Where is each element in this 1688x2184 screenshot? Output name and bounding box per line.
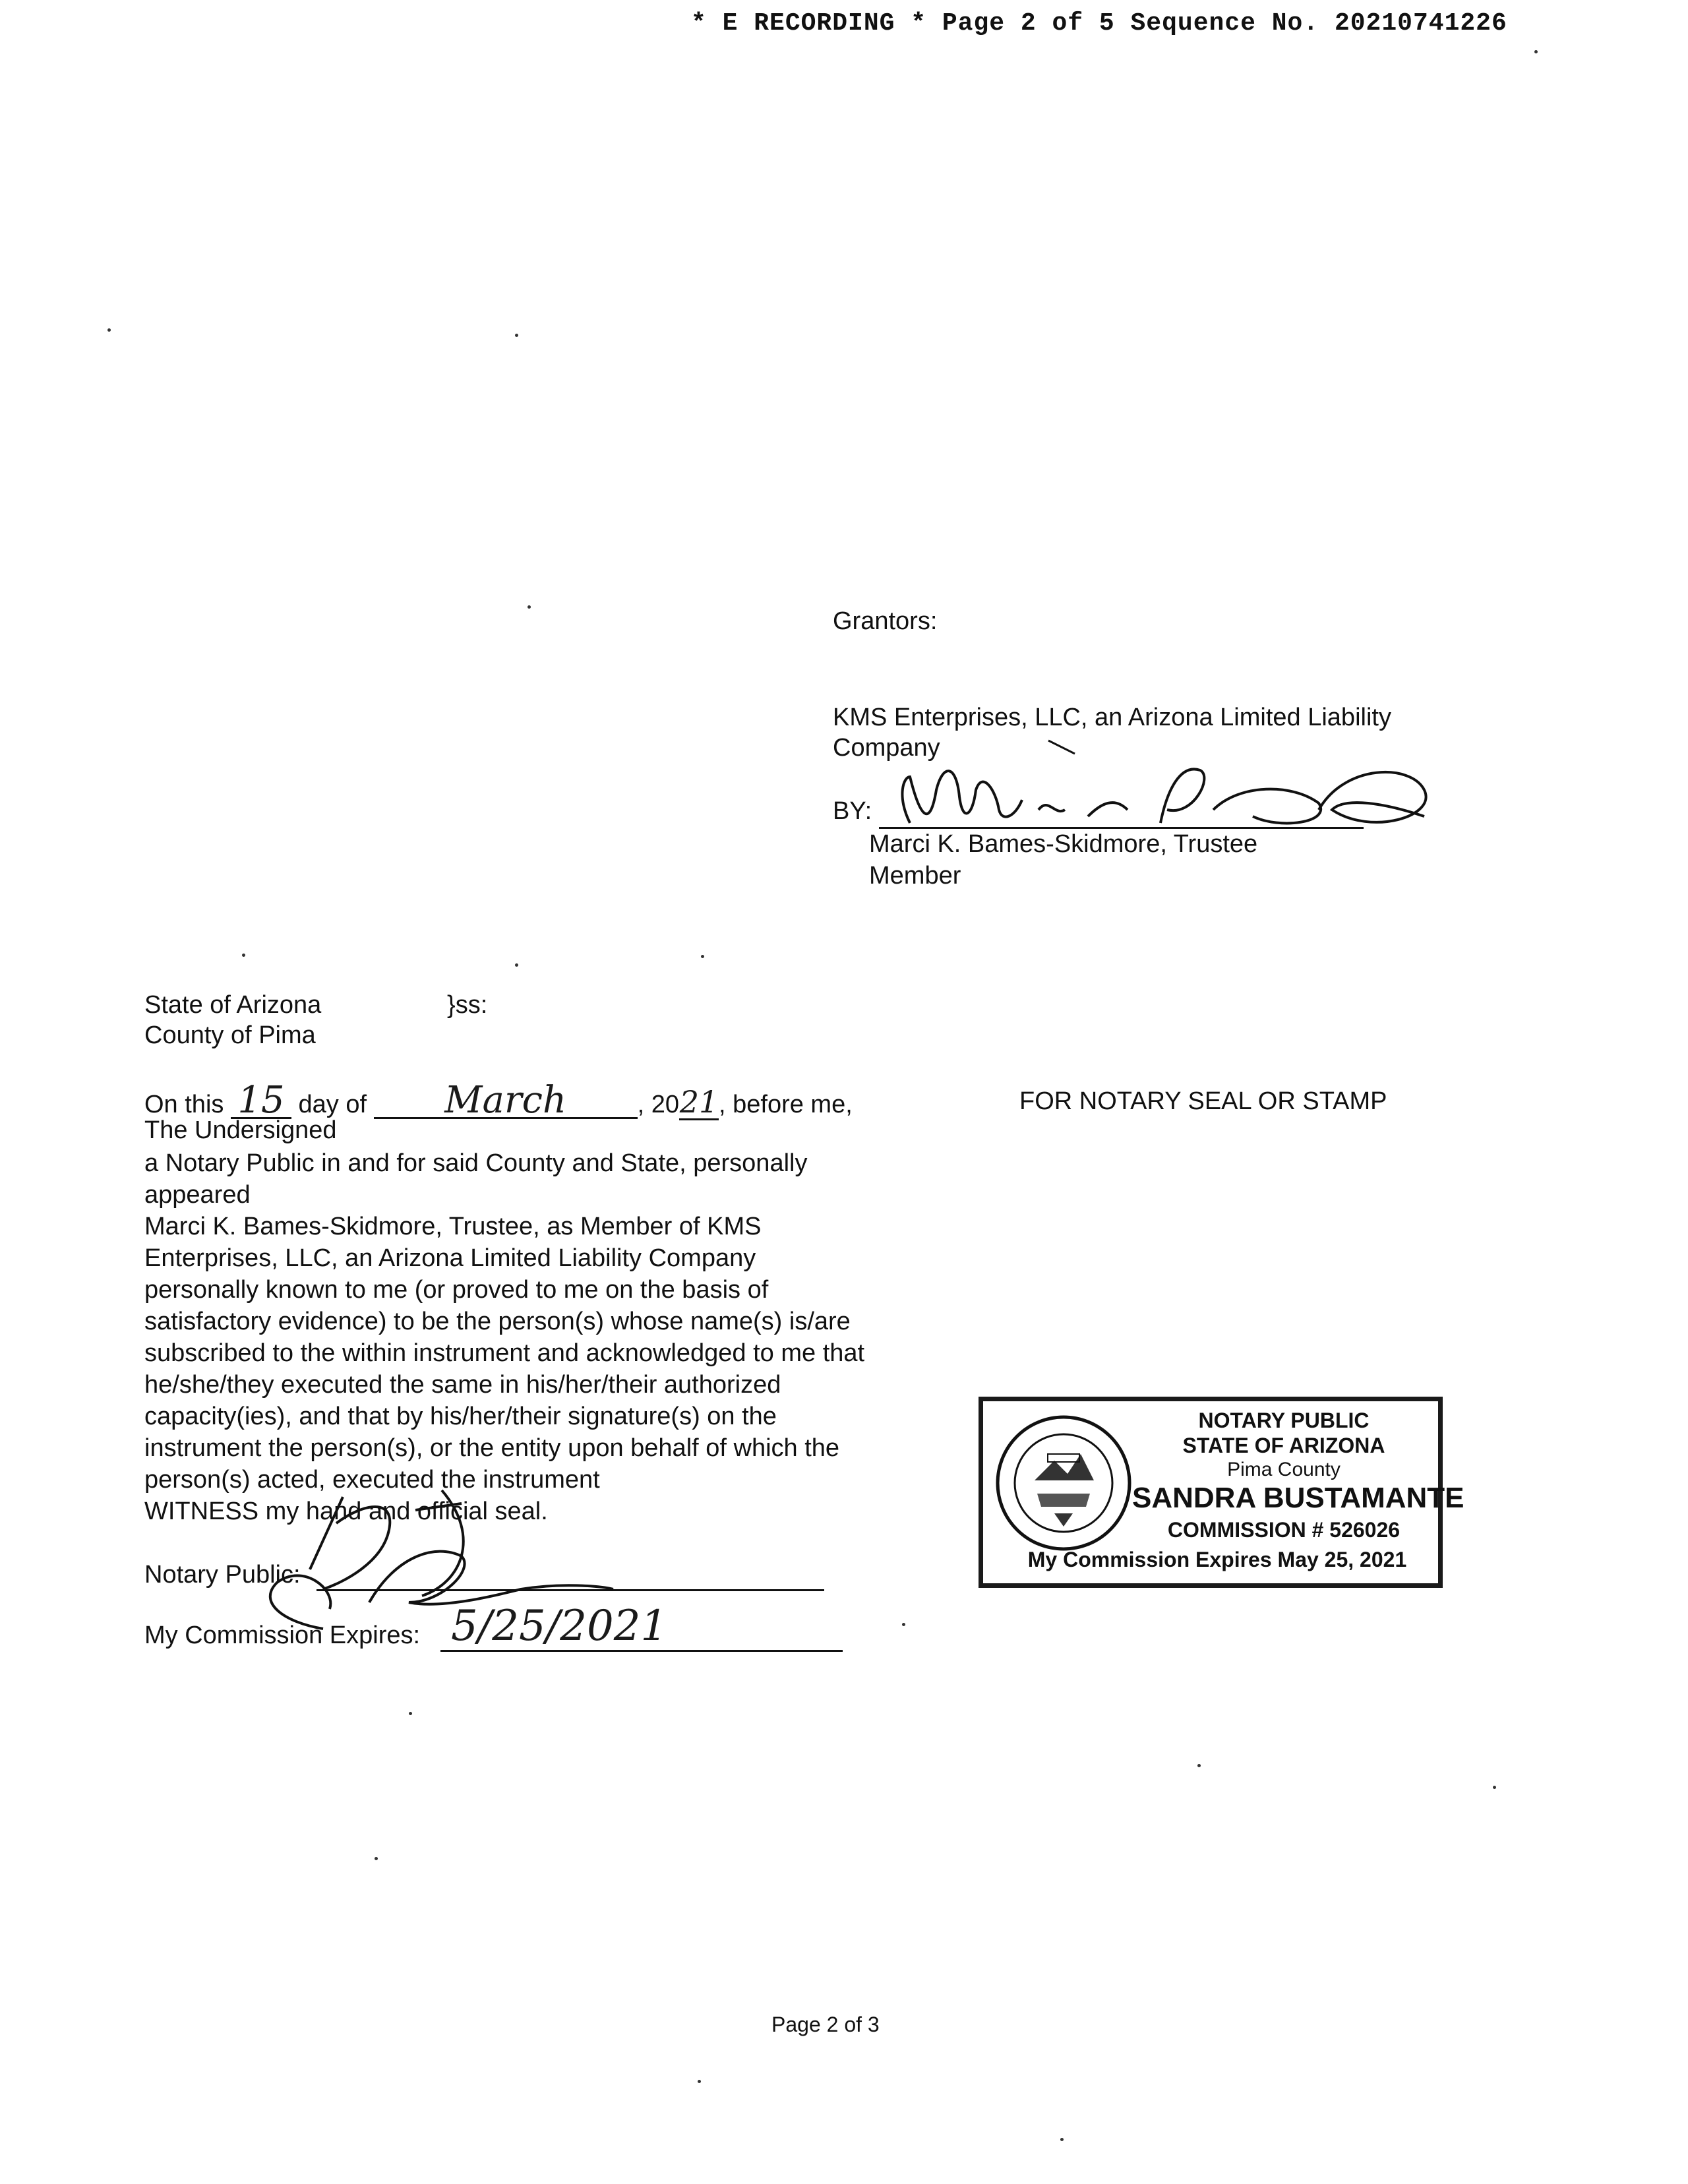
- body-line: subscribed to the within instrument and acknowledged to me that: [144, 1339, 865, 1367]
- venue-county: County of Pima: [144, 1021, 316, 1049]
- recording-header: * E RECORDING * Page 2 of 5 Sequence No. 20210741226: [691, 9, 1507, 38]
- undersigned: The Undersigned: [144, 1116, 337, 1144]
- grantor-company-line1: KMS Enterprises, LLC, an Arizona Limited Liability: [833, 704, 1391, 731]
- body-line: personally known to me (or proved to me on the basis of: [144, 1276, 769, 1304]
- notary-stamp: [979, 1397, 1464, 1588]
- grantor-signature: [884, 737, 1437, 836]
- commission-expires-field: [440, 1602, 843, 1652]
- body-line: appeared: [144, 1181, 251, 1209]
- stamp-line-expires: My Commission Expires May 25, 2021: [1027, 1548, 1407, 1571]
- year-value: 21: [679, 1084, 719, 1120]
- commission-expires-value: 5/25/2021: [451, 1602, 668, 1651]
- day-of-text: day of: [298, 1091, 367, 1118]
- body-line: capacity(ies), and that by his/her/their signature(s) on the: [144, 1403, 777, 1430]
- body-line: person(s) acted, executed the instrument: [144, 1466, 600, 1494]
- year-prefix: , 20: [637, 1091, 679, 1118]
- on-this-text: On this: [144, 1091, 224, 1118]
- signer-name: Marci K. Bames-Skidmore, Trustee: [869, 830, 1258, 858]
- signer-role: Member: [869, 862, 961, 890]
- body-line: Enterprises, LLC, an Arizona Limited Liability Company: [144, 1244, 756, 1272]
- body-line: WITNESS my hand and official seal.: [144, 1498, 548, 1525]
- commission-expires-label: My Commission Expires:: [144, 1622, 421, 1649]
- stamp-line-notary: NOTARY PUBLIC: [1198, 1409, 1370, 1432]
- arizona-seal-icon: [995, 1414, 1132, 1552]
- day-value: 15: [231, 1084, 291, 1119]
- body-line: instrument the person(s), or the entity upon behalf of which the: [144, 1434, 840, 1462]
- before-me-text: , before me,: [719, 1091, 853, 1118]
- body-line: he/she/they executed the same in his/her/their authorized: [144, 1371, 781, 1399]
- venue-state: State of Arizona: [144, 991, 322, 1019]
- body-line: Marci K. Bames-Skidmore, Trustee, as Member of KMS: [144, 1213, 762, 1240]
- body-line: satisfactory evidence) to be the person(s) whose name(s) is/are: [144, 1308, 851, 1335]
- stamp-line-state: STATE OF ARIZONA: [1182, 1434, 1385, 1457]
- stamp-line-county: Pima County: [1227, 1459, 1341, 1480]
- body-line: a Notary Public in and for said County and State, personally: [144, 1149, 808, 1177]
- notary-public-label: Notary Public:: [144, 1561, 301, 1589]
- month-value: March: [374, 1084, 638, 1119]
- venue-ss: }ss:: [447, 991, 488, 1019]
- grantor-company-line2: Company: [833, 734, 940, 762]
- page-number: Page 2 of 3: [771, 2013, 880, 2036]
- by-label: BY:: [833, 797, 872, 825]
- stamp-line-commission: COMMISSION # 526026: [1167, 1518, 1401, 1542]
- grantors-heading: Grantors:: [833, 607, 938, 635]
- stamp-line-name: SANDRA BUSTAMANTE: [1132, 1482, 1464, 1514]
- notary-seal-label: FOR NOTARY SEAL OR STAMP: [1019, 1087, 1387, 1115]
